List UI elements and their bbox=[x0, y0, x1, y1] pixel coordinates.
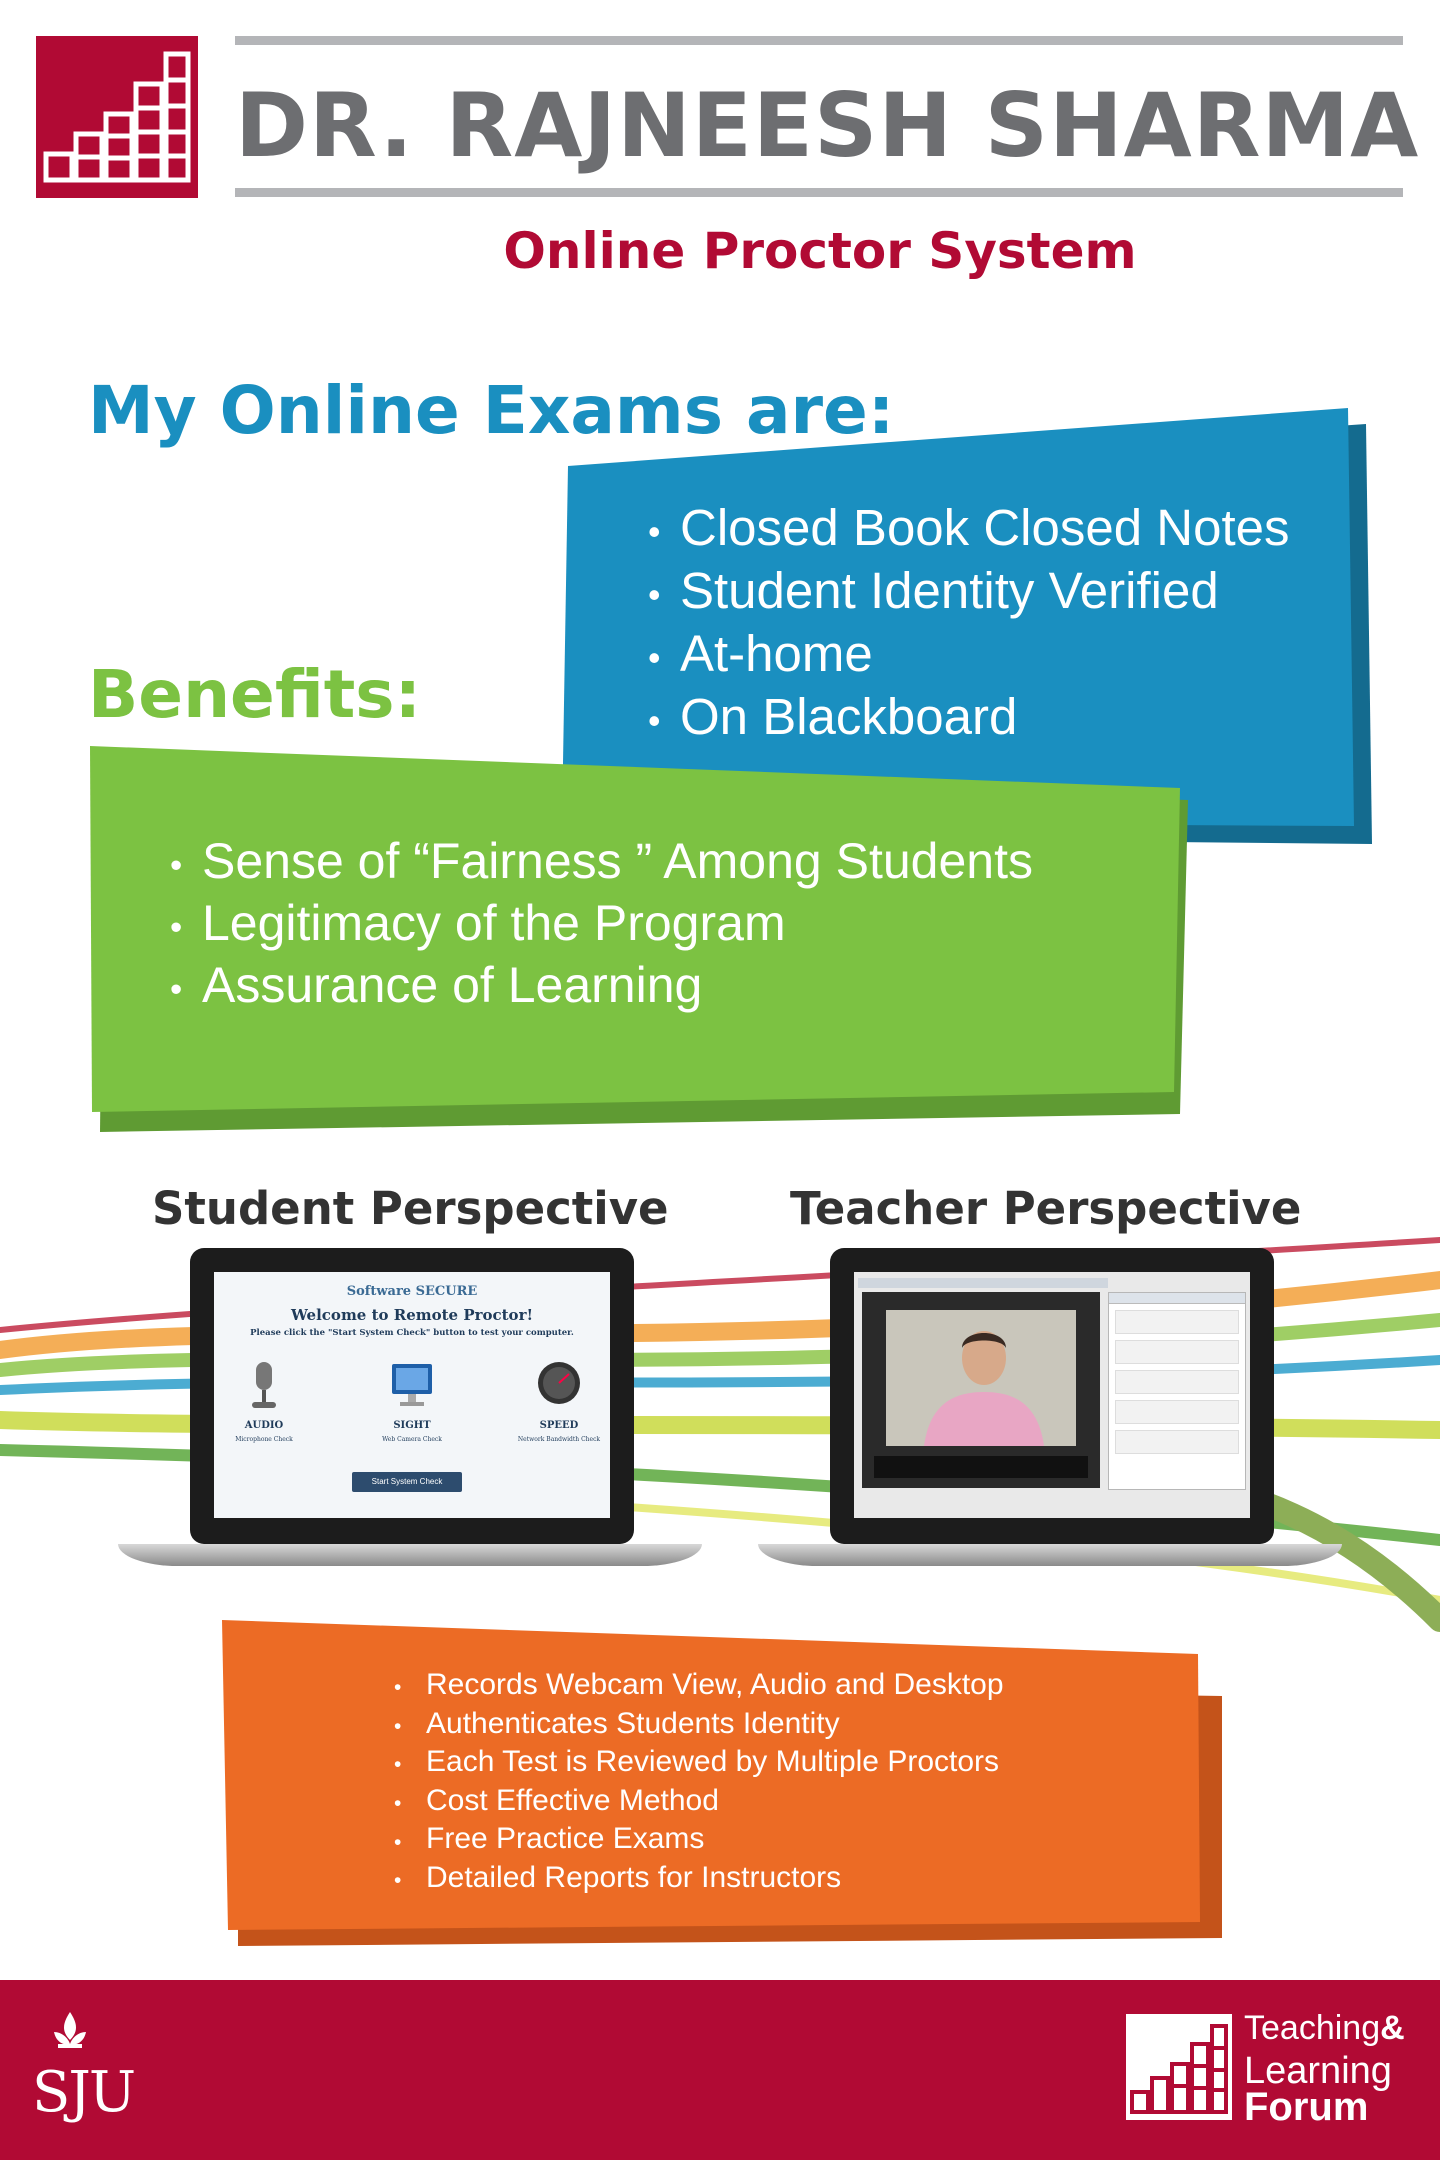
tlf-line1: Teaching bbox=[1244, 2009, 1381, 2047]
list-item: • Cost Effective Method bbox=[390, 1782, 1210, 1821]
webcam-view bbox=[886, 1310, 1076, 1446]
tlf-line2: Learning bbox=[1244, 2050, 1392, 2092]
list-item: • On Blackboard bbox=[644, 685, 1364, 748]
student-laptop bbox=[190, 1248, 634, 1544]
check-sub-audio: Microphone Check bbox=[235, 1436, 293, 1443]
tab-strip bbox=[858, 1278, 1108, 1288]
check-label-sight: SIGHT bbox=[393, 1420, 431, 1431]
teacher-perspective-heading: Teacher Perspective bbox=[790, 1182, 1302, 1235]
tlf-amp: & bbox=[1380, 2009, 1405, 2047]
monitor-icon bbox=[390, 1362, 434, 1410]
microphone-icon bbox=[244, 1360, 284, 1412]
list-item: • Detailed Reports for Instructors bbox=[390, 1859, 1210, 1898]
list-item: • Sense of “Fairness ” Among Students bbox=[166, 830, 1166, 892]
student-screen bbox=[214, 1272, 610, 1518]
list-item: • Authenticates Students Identity bbox=[390, 1705, 1210, 1744]
exams-list bbox=[644, 496, 1364, 748]
tlf-footer-logo bbox=[1126, 2014, 1232, 2120]
list-item: • Assurance of Learning bbox=[166, 954, 1166, 1016]
student-perspective-heading: Student Perspective bbox=[152, 1182, 669, 1235]
teacher-screen bbox=[854, 1272, 1250, 1518]
video-controls[interactable] bbox=[874, 1456, 1088, 1478]
presenter-name: DR. RAJNEESH SHARMA bbox=[235, 74, 1420, 177]
check-sub-sight: Web Camera Check bbox=[382, 1436, 442, 1443]
check-sub-speed: Network Bandwidth Check bbox=[517, 1436, 601, 1443]
building-bars-icon bbox=[1126, 2014, 1232, 2120]
features-list bbox=[390, 1666, 1210, 1898]
webcam-panel bbox=[862, 1292, 1100, 1488]
list-item: • Free Practice Exams bbox=[390, 1820, 1210, 1859]
benefits-list bbox=[166, 830, 1166, 1016]
welcome-text: Welcome to Remote Proctor! bbox=[290, 1306, 534, 1324]
poster-subtitle: Online Proctor System bbox=[503, 222, 1137, 280]
list-item: • Each Test is Reviewed by Multiple Proctors bbox=[390, 1743, 1210, 1782]
benefits-heading: Benefits: bbox=[88, 656, 421, 733]
comments-panel bbox=[1108, 1292, 1246, 1490]
teacher-laptop-base bbox=[758, 1544, 1342, 1566]
check-label-audio: AUDIO bbox=[244, 1420, 284, 1431]
sju-logo: SJU bbox=[32, 2060, 135, 2125]
speedometer-icon bbox=[536, 1360, 582, 1406]
exams-heading: My Online Exams are: bbox=[88, 372, 895, 449]
fleur-de-lis-icon bbox=[50, 2010, 90, 2060]
check-label-speed: SPEED bbox=[539, 1420, 579, 1431]
tlf-wordmark bbox=[1244, 2009, 1405, 2129]
list-item: • Records Webcam View, Audio and Desktop bbox=[390, 1666, 1210, 1705]
tlf-line3: Forum bbox=[1244, 2085, 1369, 2129]
list-item: • Closed Book Closed Notes bbox=[644, 496, 1364, 559]
person-webcam-icon bbox=[886, 1310, 1076, 1446]
student-laptop-base bbox=[118, 1544, 702, 1566]
list-item: • At-home bbox=[644, 622, 1364, 685]
list-item: • Legitimacy of the Program bbox=[166, 892, 1166, 954]
teacher-laptop bbox=[830, 1248, 1274, 1544]
instruction-text: Please click the "Start System Check" button to test your computer. bbox=[250, 1328, 574, 1338]
software-secure-logo: Software SECURE bbox=[346, 1284, 478, 1299]
list-item: • Student Identity Verified bbox=[644, 559, 1364, 622]
start-system-check-button[interactable]: Start System Check bbox=[352, 1472, 462, 1492]
